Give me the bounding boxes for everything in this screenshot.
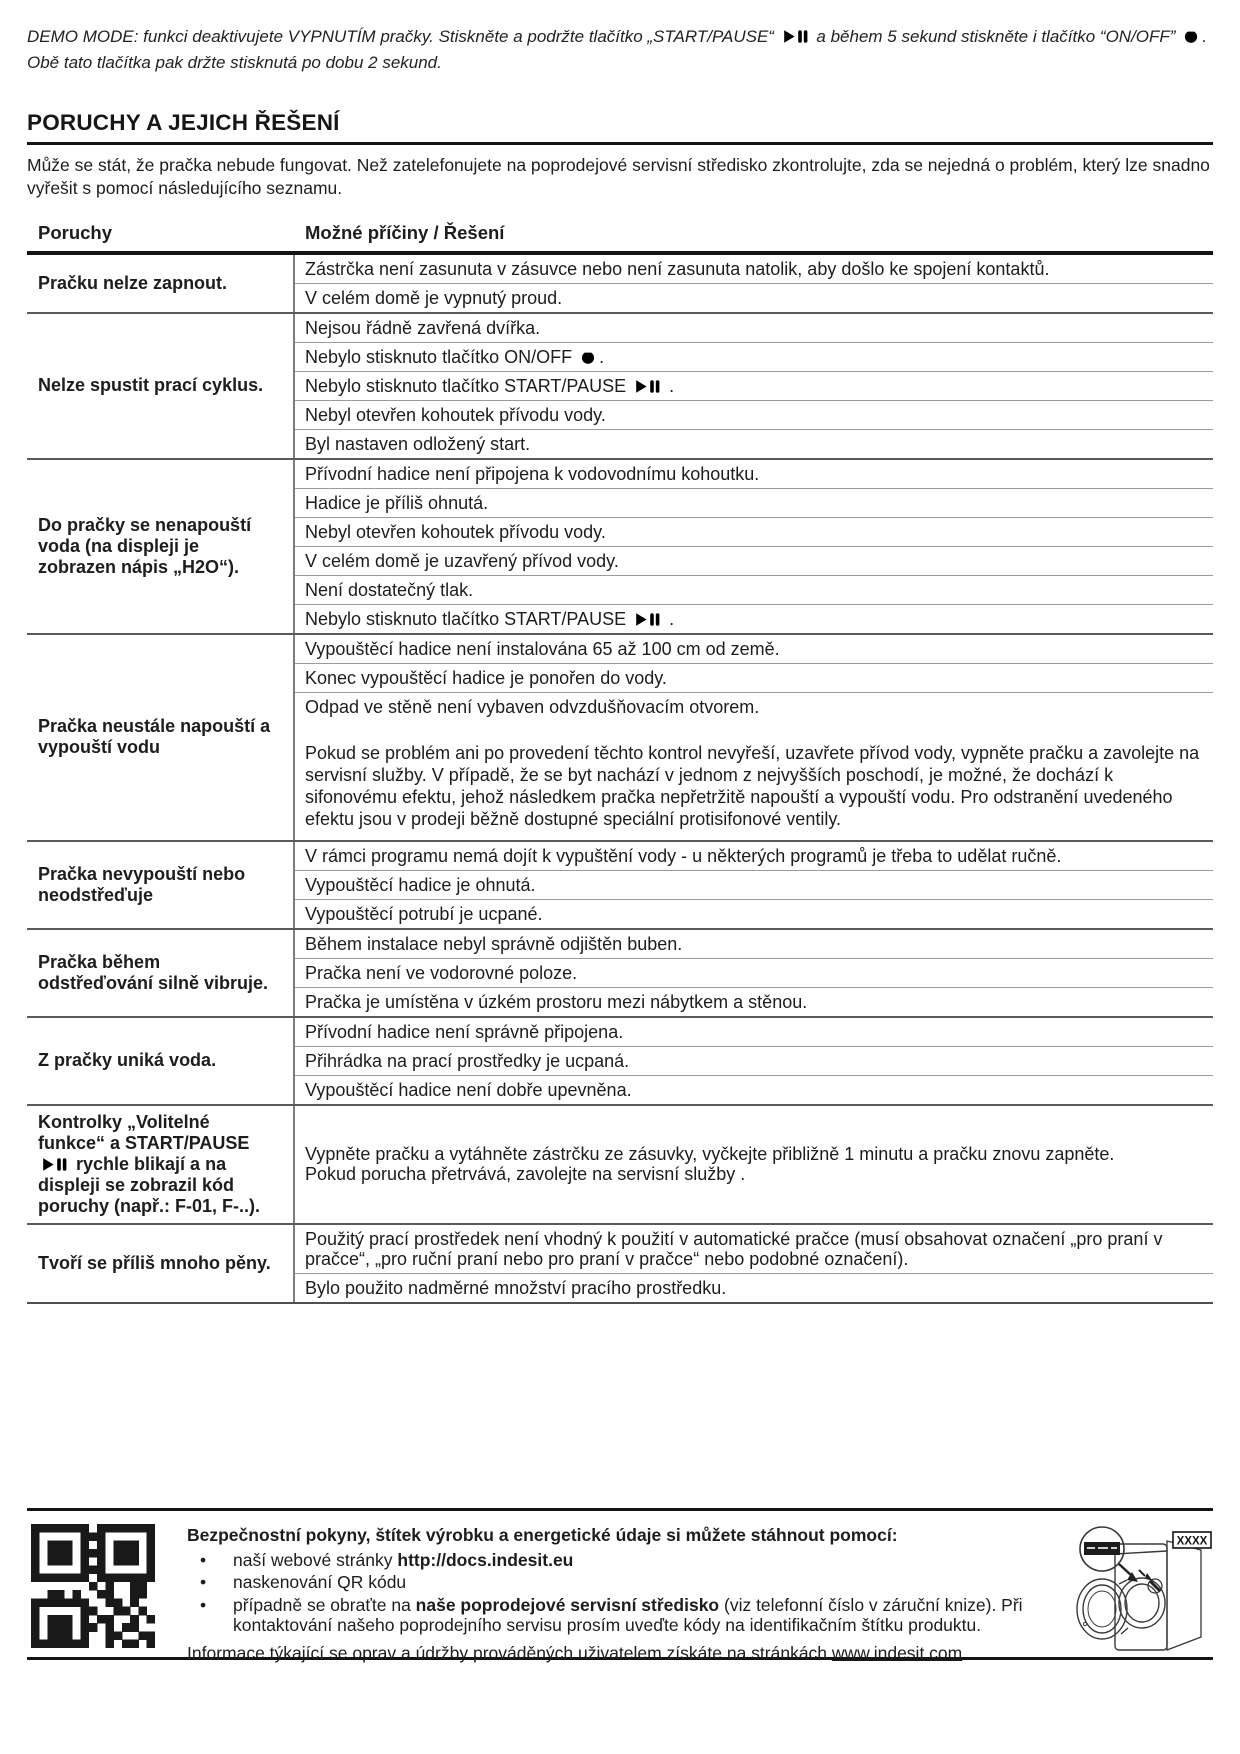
problem-label: Do pračky se nenapouští voda (na displeji je zobrazen nápis „H2O“). (27, 460, 295, 633)
table-row (27, 255, 1213, 312)
table-row (27, 928, 1213, 1016)
cause-text: Pokud se problém ani po provedení těchto kontrol nevyřeší, uzavřete přívod vody, vypněte pračku a zavolejte na servisní služby. V případě, že se byt nachází v jednom z nejvyšších poschodí, je možné, že dochází k sifonovému efektu, jehož následkem pračka nepřetržitě napouští a vypouští vodu. Pro odstranění uvedeného efektu jsou v prodeji běžně dostupné speciální protisifonové ventily. (305, 742, 1200, 829)
intro-text: Může se stát, že pračka nebude fungovat. Než zatelefonujete na poprodejové servisní středisko zkontrolujte, zda se nejedná o problém, který lze snadno vyřešit s pomocí následujícího seznamu. (27, 154, 1210, 198)
cause-text: Přívodní hadice není připojena k vodovodnímu kohoutku. (305, 463, 760, 484)
cause-text: Zástrčka není zasunuta v zásuvce nebo není zasunuta natolik, aby došlo ke spojení kontaktů. (305, 258, 1050, 279)
cause-text: Vypněte pračku a vytáhněte zástrčku ze zásuvky, vyčkejte přibližně 1 minutu a pračku znovu zapněte. Pokud porucha přetrvává, zavolejte na servisní služby . (305, 1144, 1115, 1185)
cause-text: Byl nastaven odložený start. (295, 429, 1213, 458)
indesit-url: www.indesit.com (831, 1642, 963, 1663)
power-icon (1183, 28, 1199, 45)
problem-label: Pračka nevypouští nebo neodstřeďuje (27, 842, 295, 928)
cause-text: Nebyl otevřen kohoutek přívodu vody. (295, 400, 1213, 429)
cause-text: Odpad ve stěně není vybaven odvzdušňovacím otvorem. (295, 692, 1213, 721)
footer-bullet: • naší webové stránky http://docs.indesit.eu (187, 1550, 1067, 1571)
demo-note-text-3: . Obě tato tlačítka pak držte stisknutá po dobu 2 sekund. (27, 27, 1207, 73)
cause-text: Konec vypouštěcí hadice je ponořen do vody. (295, 663, 1213, 692)
cause-text: Nebylo stisknuto tlačítko START/PAUSE . (295, 604, 1213, 633)
power-icon (580, 349, 596, 366)
cause-text: Vypouštěcí hadice není dobře upevněna. (295, 1075, 1213, 1104)
footer-info-line: Informace týkající se oprav a údržby prováděných uživatelem získáte na stránkách www.indesit.com (187, 1642, 963, 1663)
problem-label: Pračku nelze zapnout. (27, 255, 295, 312)
problem-label: Kontrolky „Volitelné funkce“ a START/PAUSE rychle blikají a na displeji se zobrazil kód poruchy (např.: F-01, F-..). (27, 1106, 295, 1223)
cause-text: Nebyl otevřen kohoutek přívodu vody. (295, 517, 1213, 546)
cause-text: Nejsou řádně zavřená dvířka. (305, 317, 541, 338)
cause-text: Použitý prací prostředek není vhodný k použití v automatické pračce (musí obsahovat označení „pro praní v pračce“, „pro ruční praní nebo pro praní v pračce“ nebo podobné označení). (305, 1228, 1163, 1269)
table-row (27, 840, 1213, 928)
cause-text: Nebylo stisknuto tlačítko START/PAUSE . (295, 371, 1213, 400)
svg-text:XXXX: XXXX (1176, 1535, 1208, 1548)
table-row (27, 633, 1213, 840)
troubleshooting-table (27, 215, 1213, 1304)
cause-text: Nebylo stisknuto tlačítko ON/OFF . (295, 342, 1213, 371)
start-pause-icon (41, 1156, 68, 1173)
start-pause-icon (634, 378, 661, 395)
problem-label: Tvoří se příliš mnoho pěny. (27, 1225, 295, 1302)
cause-text: Během instalace nebyl správně odjištěn buben. (305, 933, 683, 954)
footer-bullet: • naskenování QR kódu (187, 1572, 1067, 1593)
demo-note-text-1: DEMO MODE: funkci deaktivujete VYPNUTÍM pračky. Stiskněte a podržte tlačítko „START/PAUSE“ (27, 27, 779, 46)
footer-info (27, 1508, 1213, 1663)
footer-bullet-list (187, 1550, 1067, 1636)
cause-text: Pračka není ve vodorovné poloze. (295, 958, 1213, 987)
footer-text (187, 1524, 1067, 1663)
problem-label: Z pračky uniká voda. (27, 1018, 295, 1104)
cause-text: Vypouštěcí hadice je ohnutá. (295, 870, 1213, 899)
start-pause-icon (634, 611, 661, 628)
table-row (27, 458, 1213, 633)
washing-machine-illustration (1075, 1524, 1213, 1657)
cause-text: Pračka je umístěna v úzkém prostoru mezi nábytkem a stěnou. (295, 987, 1213, 1016)
cause-text: Není dostatečný tlak. (295, 575, 1213, 604)
column-header-causes: Možné příčiny / Řešení (305, 221, 505, 243)
cause-text: Přihrádka na prací prostředky je ucpaná. (295, 1046, 1213, 1075)
column-header-problems: Poruchy (38, 221, 113, 243)
cause-text: Vypouštěcí potrubí je ucpané. (295, 899, 1213, 928)
table-row (27, 1104, 1213, 1223)
footer-bullet: • případně se obraťte na naše poprodejové servisní středisko (viz telefonní číslo v záruční knize). Při kontaktování našeho poprodejního servisu prosím uveďte kódy na identifikačním štítku produktu. (187, 1595, 1067, 1636)
cause-text: V celém domě je uzavřený přívod vody. (295, 546, 1213, 575)
cause-text: Přívodní hadice není správně připojena. (305, 1021, 624, 1042)
table-header (27, 215, 1213, 255)
qr-code (31, 1524, 155, 1648)
problem-label: Pračka neustále napouští a vypouští vodu (27, 635, 295, 840)
cause-text: Vypouštěcí hadice není instalována 65 až 100 cm od země. (305, 638, 780, 659)
table-row (27, 312, 1213, 458)
docs-url: http://docs.indesit.eu (397, 1549, 574, 1570)
demo-note-text-2: a během 5 sekund stiskněte i tlačítko “ON/OFF” (811, 27, 1181, 46)
cause-text: Bylo použito nadměrné množství pracího prostředku. (295, 1273, 1213, 1302)
cause-text: Hadice je příliš ohnutá. (295, 488, 1213, 517)
table-row (27, 1016, 1213, 1104)
demo-mode-note (27, 0, 1213, 77)
cause-text: V rámci programu nemá dojít k vypuštění vody - u některých programů je třeba to udělat ručně. (305, 845, 1062, 866)
machine-model-label (1173, 1532, 1211, 1548)
cause-text: V celém domě je vypnutý proud. (295, 283, 1213, 312)
problem-label: Pračka během odstřeďování silně vibruje. (27, 930, 295, 1016)
start-pause-icon (782, 28, 809, 45)
page-title: PORUCHY A JEJICH ŘEŠENÍ (27, 110, 1213, 145)
table-row (27, 1223, 1213, 1302)
footer-heading: Bezpečnostní pokyny, štítek výrobku a energetické údaje si můžete stáhnout pomocí: (187, 1525, 898, 1545)
problem-label: Nelze spustit prací cyklus. (27, 314, 295, 458)
